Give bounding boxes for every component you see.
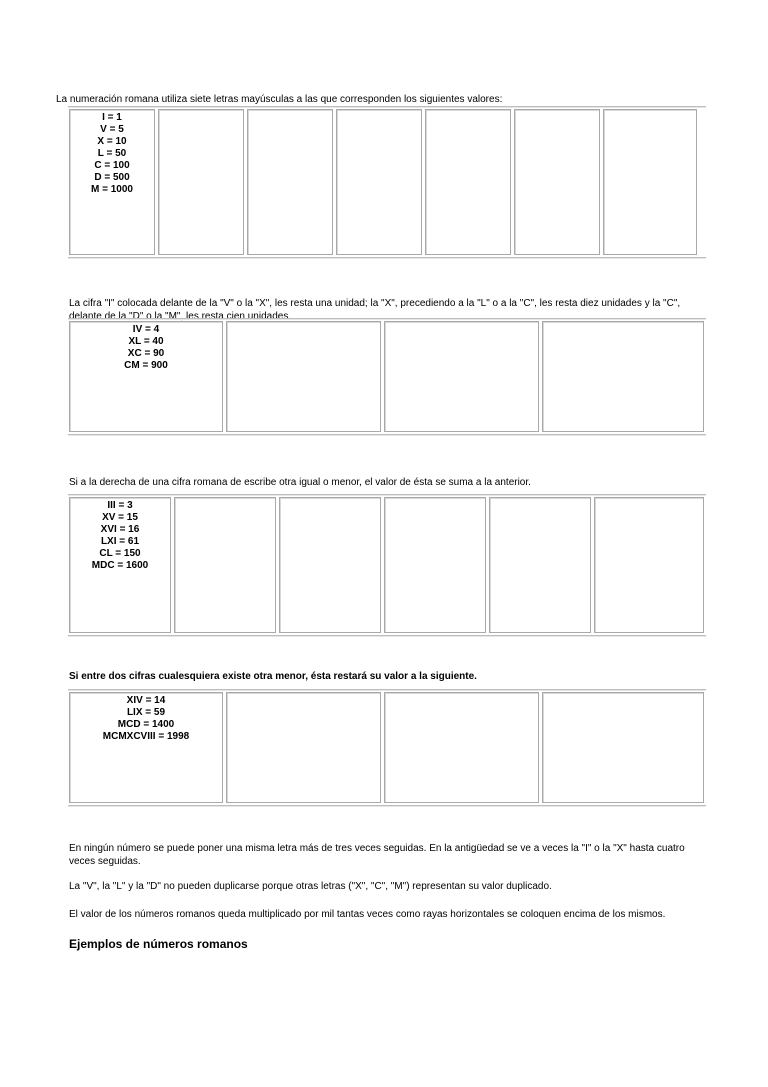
value-line: LXI = 61 [100,536,140,547]
table1 [69,109,697,255]
intro-text: La numeración romana utiliza siete letras mayúsculas a las que corresponden los siguientes valores: [56,94,503,105]
table3 [69,497,704,633]
value-line: IV = 4 [132,324,160,335]
table2-empty-cell [384,321,539,432]
value-line: CM = 900 [124,360,168,371]
tres-veces-text: En ningún número se puede poner una misma letra más de tres veces seguidas. En la antigüedad se ve a veces la "I" o la "X" hasta cuatro veces seguidas. [69,843,685,867]
value-line: XIV = 14 [126,695,166,706]
value-line: XV = 15 [102,512,138,523]
ejemplos-heading: Ejemplos de números romanos [69,937,248,951]
table4-empty-cell [542,692,704,803]
table3-top-rule [68,494,706,496]
value-line: MCMXCVIII = 1998 [102,731,190,742]
table4-values-cell [69,692,223,803]
table1-empty-cell [336,109,422,255]
table1-bottom-rule [68,257,706,259]
table3-empty-cell [489,497,591,633]
table4 [69,692,704,803]
table1-values-cell [69,109,155,255]
value-line: M = 1000 [91,184,133,195]
suma-text: Si a la derecha de una cifra romana de escribe otra igual o menor, el valor de ésta se suma a la anterior. [69,477,531,488]
table2-empty-cell [542,321,704,432]
value-line: CL = 150 [99,548,141,559]
table2-top-rule [68,318,706,320]
table4-empty-cell [226,692,381,803]
table1-empty-cell [158,109,244,255]
table2 [69,321,704,432]
value-line: L = 50 [97,148,127,159]
value-line: LIX = 59 [126,707,166,718]
menor-text: Si entre dos cifras cualesquiera existe otra menor, ésta restará su valor a la siguiente. [69,671,477,682]
table3-empty-cell [174,497,276,633]
rayas-text: El valor de los números romanos queda multiplicado por mil tantas veces como rayas horizontales se coloquen encima de los mismos. [69,909,666,920]
table1-empty-cell [425,109,511,255]
table1-top-rule [68,106,706,108]
table3-empty-cell [594,497,704,633]
resta-text: La cifra "I" colocada delante de la "V" o la "X", les resta una unidad; la "X", precediendo a la "L" o a la "C", les resta diez unidades y la "C", delante de la "D" o la "M", les resta cien unidades. [69,298,681,322]
value-line: XC = 90 [127,348,165,359]
table3-values-cell [69,497,171,633]
value-line: XVI = 16 [100,524,140,535]
table1-empty-cell [603,109,697,255]
table2-bottom-rule [68,434,706,436]
table2-values-cell [69,321,223,432]
value-line: X = 10 [97,136,127,147]
value-line: III = 3 [107,500,133,511]
table3-empty-cell [384,497,486,633]
table1-empty-cell [247,109,333,255]
table3-bottom-rule [68,635,706,637]
value-line: D = 500 [94,172,130,183]
table3-empty-cell [279,497,381,633]
table4-empty-cell [384,692,539,803]
value-line: C = 100 [94,160,130,171]
table2-empty-cell [226,321,381,432]
value-line: XL = 40 [128,336,164,347]
table4-bottom-rule [68,805,706,807]
duplicar-text: La "V", la "L" y la "D" no pueden duplicarse porque otras letras ("X", "C", "M") representan su valor duplicado. [69,881,552,892]
table4-top-rule [68,689,706,691]
table1-empty-cell [514,109,600,255]
value-line: I = 1 [102,112,122,123]
value-line: V = 5 [100,124,124,135]
value-line: MDC = 1600 [91,560,149,571]
value-line: MCD = 1400 [117,719,175,730]
